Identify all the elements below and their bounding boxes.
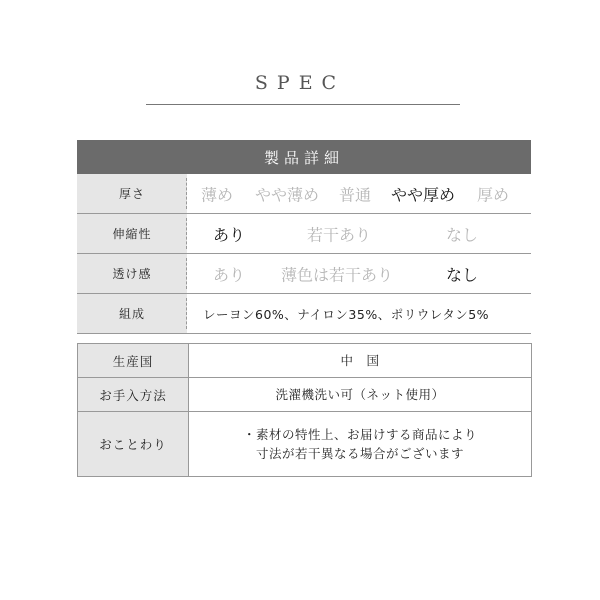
stretch-option-slight: 若干あり (307, 225, 372, 244)
thickness-options (187, 174, 531, 213)
thickness-label: 厚さ (77, 174, 187, 213)
care-row (78, 378, 531, 412)
thickness-option-normal: 普通 (339, 185, 372, 204)
sheerness-label: 透け感 (77, 254, 187, 293)
thickness-option-thick: 厚め (477, 185, 510, 204)
composition-value: レーヨン60%、ナイロン35%、ポリウレタン5% (203, 306, 490, 322)
stretch-row (77, 214, 531, 254)
product-info-table (77, 343, 532, 477)
notice-row (78, 412, 531, 476)
care-label: お手入方法 (78, 378, 189, 411)
care-value-text: 洗濯機洗い可（ネット使用） (275, 387, 445, 402)
origin-label: 生産国 (78, 344, 189, 377)
stretch-option-yes: あり (213, 225, 246, 244)
sheerness-option-none: なし (446, 265, 479, 284)
sheerness-option-light-colors: 薄色は若干あり (281, 265, 394, 284)
notice-line-2: 寸法が若干異なる場合がございます (255, 446, 464, 461)
stretch-label: 伸縮性 (77, 214, 187, 253)
origin-value (189, 344, 531, 377)
sheerness-row (77, 254, 531, 294)
care-value (189, 378, 531, 411)
page-title: SPEC (254, 72, 346, 94)
origin-value-text: 中 国 (340, 353, 380, 368)
notice-value (189, 412, 531, 476)
thickness-row (77, 174, 531, 214)
stretch-options (187, 214, 531, 253)
origin-row (78, 344, 531, 378)
composition-value-cell (187, 294, 531, 333)
sheerness-options (187, 254, 531, 293)
stretch-option-none: なし (446, 225, 479, 244)
composition-label: 組成 (77, 294, 187, 333)
thickness-option-slightly-thick: やや厚め (391, 185, 456, 204)
product-details-header: 製品詳細 (77, 140, 531, 174)
notice-label: おことわり (78, 412, 189, 476)
sheerness-option-yes: あり (213, 265, 246, 284)
product-details-table (77, 140, 531, 334)
thickness-option-slightly-thin: やや薄め (255, 185, 320, 204)
notice-line-1: ・素材の特性上、お届けする商品により (242, 427, 477, 442)
title-divider (146, 104, 460, 105)
composition-row (77, 294, 531, 334)
thickness-option-thin: 薄め (201, 185, 234, 204)
